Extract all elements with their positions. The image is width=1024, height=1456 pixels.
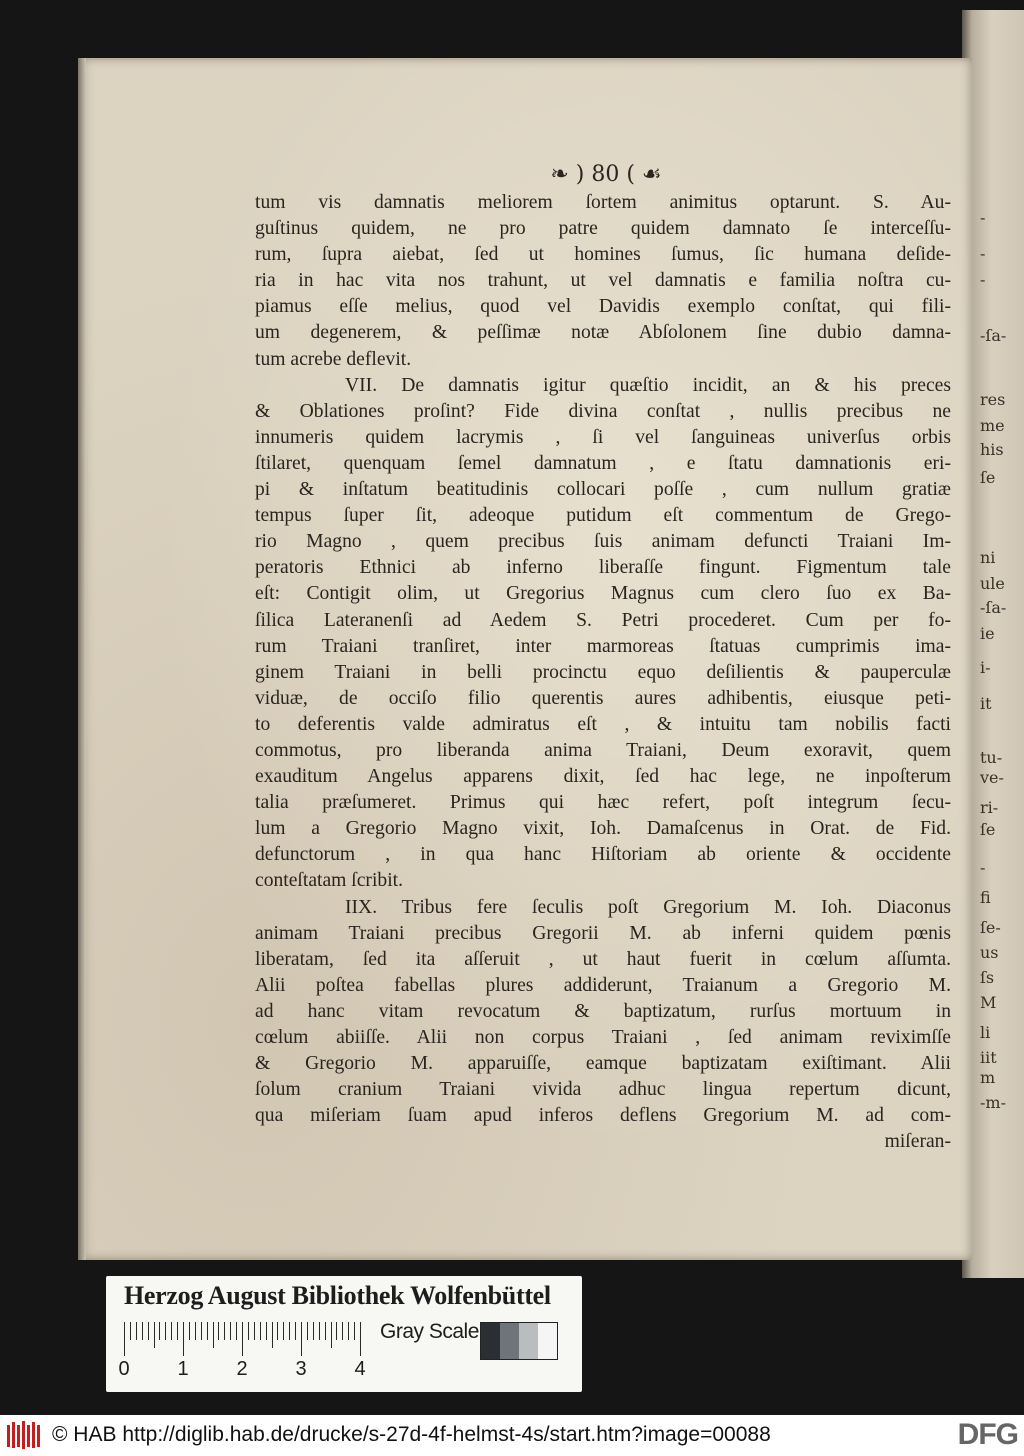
ruler-tick bbox=[148, 1322, 149, 1340]
ruler-tick bbox=[283, 1322, 284, 1340]
ruler-tick bbox=[336, 1322, 337, 1340]
ruler-tick bbox=[277, 1322, 278, 1340]
ruler-number: 0 bbox=[118, 1358, 130, 1380]
next-page-fragment: - bbox=[980, 244, 986, 263]
next-page-fragment: li bbox=[980, 1023, 991, 1042]
ruler-tick bbox=[331, 1322, 332, 1348]
next-page-fragment: ie bbox=[980, 624, 995, 643]
footer-url[interactable]: © HAB http://diglib.hab.de/drucke/s-27d-4f-helmst-4s/start.htm?image=00088 bbox=[52, 1423, 771, 1446]
ruler-tick bbox=[189, 1322, 190, 1340]
ruler-number: 1 bbox=[177, 1358, 189, 1380]
text-line: tum vis damnatis meliorem ſortem animitus optarunt. S. Au- bbox=[255, 192, 951, 213]
next-page-fragment: ſe bbox=[980, 468, 996, 487]
next-page-fragment: tu- bbox=[980, 748, 1003, 767]
ruler-tick bbox=[354, 1322, 355, 1340]
text-line: cœlum abiiſſe. Alii non corpus Traiani , ſed animam reviximſſe bbox=[255, 1027, 951, 1048]
ruler-tick bbox=[301, 1322, 302, 1356]
text-line: innumeris quidem lacrymis , ſi vel ſanguineas univerſus orbis bbox=[255, 426, 951, 448]
next-page-fragment: his bbox=[980, 440, 1004, 459]
next-page-fragment: ſe- bbox=[980, 918, 1001, 937]
next-page-fragment: i- bbox=[980, 658, 991, 677]
ruler-tick bbox=[136, 1322, 137, 1340]
ruler-tick bbox=[266, 1322, 267, 1340]
text-line: exauditum Angelus apparens dixit, ſed hac lege, ne inpoſterum bbox=[255, 766, 951, 788]
next-page-fragment: -m- bbox=[980, 1093, 1006, 1112]
text-line: guſtinus quidem, ne pro patre quidem damnato ſe interceſſu- bbox=[255, 218, 951, 240]
ruler-tick bbox=[130, 1322, 131, 1340]
text-line: conteſtatam ſcribit. bbox=[255, 870, 403, 892]
text-line: rio Magno , quem precibus ſuis animam defuncti Traiani Im- bbox=[255, 531, 951, 553]
ruler-tick bbox=[248, 1322, 249, 1340]
ruler-tick bbox=[224, 1322, 225, 1340]
text-line: viduæ, de occiſo filio querentis aures adhibentis, eiusque peti- bbox=[255, 687, 951, 709]
library-name: Herzog August Bibliothek Wolfenbüttel bbox=[124, 1281, 551, 1310]
ruler-tick bbox=[230, 1322, 231, 1340]
next-page-fragment: fi bbox=[980, 888, 991, 907]
gray-swatch bbox=[500, 1323, 519, 1359]
ruler-tick bbox=[272, 1322, 273, 1348]
text-line: ſtilaret, quenquam ſemel damnatum , e ſtatu damnationis eri- bbox=[255, 452, 951, 474]
ruler-tick bbox=[142, 1322, 143, 1340]
next-page-fragment: res bbox=[980, 390, 1006, 409]
next-page-fragment: it bbox=[980, 694, 992, 713]
text-line: qua miſeriam ſuam apud inferos deflens Gregorium M. ad com- bbox=[255, 1105, 951, 1127]
text-line: VII. De damnatis igitur quæſtio incidit, an & his preces bbox=[345, 374, 951, 396]
next-page-fragment: - bbox=[980, 858, 986, 877]
next-page-fragment: M bbox=[980, 993, 997, 1012]
page-binding-edge bbox=[78, 58, 86, 1260]
ruler-tick bbox=[307, 1322, 308, 1340]
next-page-fragment: ve- bbox=[980, 768, 1004, 787]
text-line: tum acrebe deflevit. bbox=[255, 348, 412, 370]
next-page-fragment: me bbox=[980, 416, 1005, 435]
ruler-tick bbox=[325, 1322, 326, 1340]
text-line: piamus eſſe melius, quod vel Davidis exemplo conſtat, qui fili- bbox=[255, 296, 951, 318]
ruler-tick bbox=[201, 1322, 202, 1340]
next-page-fragment: ſs bbox=[980, 968, 995, 987]
ruler-tick bbox=[342, 1322, 343, 1340]
ruler-number: 3 bbox=[295, 1358, 307, 1380]
text-line: ria in hac vita nos trahunt, ut vel damnatis e familia noſtra cu- bbox=[255, 270, 951, 292]
page-number-header: ❧ ) 80 ( ☙ bbox=[550, 162, 662, 187]
gray-scale-label: Gray Scale bbox=[380, 1320, 479, 1343]
text-line: & Oblationes proſint? Fide divina conſtat , nullis precibus ne bbox=[255, 400, 951, 422]
ruler-tick bbox=[213, 1322, 214, 1348]
next-page-fragment: - bbox=[980, 270, 986, 289]
library-color-card bbox=[106, 1276, 582, 1392]
text-line: liberatam, ſed ita aſſeruit , ut haut fuerit in cœlum aſſumta. bbox=[255, 948, 951, 970]
next-page-fragment: m bbox=[980, 1068, 996, 1087]
text-line: ad hanc vitam revocatum & baptizatum, rurſus mortuum in bbox=[255, 1000, 951, 1022]
ruler-tick bbox=[242, 1322, 243, 1356]
gray-scale-swatches bbox=[480, 1322, 558, 1360]
ruler-tick bbox=[124, 1322, 125, 1356]
text-line: rum Traiani tranſiret, inter marmoreas ſtatuas cumprimis ima- bbox=[255, 635, 951, 657]
next-page-fragment: us bbox=[980, 943, 999, 962]
ruler-number: 4 bbox=[354, 1358, 366, 1380]
next-page-fragment: -ſa- bbox=[980, 598, 1007, 617]
next-page-fragment: ni bbox=[980, 548, 996, 567]
text-line: um degenerem, & peſſimæ notæ Abſolonem ſine dubio damna- bbox=[255, 322, 951, 344]
ruler-tick bbox=[348, 1322, 349, 1340]
text-line: talia præſumeret. Primus qui hæc refert, poſt integrum ſecu- bbox=[255, 792, 951, 814]
ruler-tick bbox=[195, 1322, 196, 1340]
text-line: lum a Gregorio Magno vixit, Ioh. Damaſcenus in Orat. de Fid. bbox=[255, 818, 951, 840]
text-line: miſeran- bbox=[884, 1131, 951, 1153]
text-line: ginem Traiani in belli procinctu equo deſilientis & pauperculæ bbox=[255, 661, 951, 683]
text-line: defunctorum , in qua hanc Hiſtoriam ab oriente & occidente bbox=[255, 844, 951, 866]
next-page-fragment: -ſa- bbox=[980, 326, 1007, 345]
text-line: animam Traiani precibus Gregorii M. ab inferni quidem pœnis bbox=[255, 922, 951, 944]
ruler-tick bbox=[177, 1322, 178, 1340]
ruler-tick bbox=[295, 1322, 296, 1340]
gray-swatch bbox=[519, 1323, 538, 1359]
text-line: & Gregorio M. apparuiſſe, eamque baptizatam exiſtimant. Alii bbox=[255, 1053, 951, 1075]
text-line: tempus ſuper ſit, adeoque putidum eſt commentum de Grego- bbox=[255, 505, 951, 527]
gray-swatch bbox=[481, 1323, 500, 1359]
ruler-tick bbox=[183, 1322, 184, 1356]
ruler-tick bbox=[207, 1322, 208, 1340]
text-line: IIX. Tribus fere ſeculis poſt Gregorium M. Ioh. Diaconus bbox=[345, 896, 951, 918]
ruler-tick bbox=[154, 1322, 155, 1348]
ruler-tick bbox=[254, 1322, 255, 1340]
ruler-tick bbox=[159, 1322, 160, 1340]
dfg-logo: DFG bbox=[957, 1418, 1018, 1451]
centimeter-ruler bbox=[124, 1322, 374, 1362]
ruler-tick bbox=[171, 1322, 172, 1340]
ruler-tick bbox=[360, 1322, 361, 1356]
next-page-fragment: - bbox=[980, 208, 986, 227]
next-page-fragment: iit bbox=[980, 1048, 997, 1067]
body-text bbox=[255, 190, 951, 1155]
text-line: ſilica Lateranenſi ad Aedem S. Petri procederet. Cum per fo- bbox=[255, 609, 951, 631]
text-line: eſt: Contigit olim, ut Gregorius Magnus cum clero ſuo ex Ba- bbox=[255, 583, 951, 605]
hab-logo-icon bbox=[5, 1419, 45, 1451]
next-page-fragment: ſe bbox=[980, 820, 996, 839]
ruler-tick bbox=[236, 1322, 237, 1340]
ruler-tick bbox=[218, 1322, 219, 1340]
text-line: to deferentis valde admiratus eſt , & intuitu tam nobilis facti bbox=[255, 713, 951, 735]
text-line: pi & inſtatum beatitudinis collocari poſſe , cum nullum gratiæ bbox=[255, 479, 951, 501]
next-page-fragment: ule bbox=[980, 574, 1005, 593]
ruler-tick bbox=[260, 1322, 261, 1340]
next-page-fragment: ri- bbox=[980, 798, 999, 817]
ruler-tick bbox=[313, 1322, 314, 1340]
ruler-tick bbox=[289, 1322, 290, 1340]
ruler-tick bbox=[165, 1322, 166, 1340]
text-line: rum, ſupra aiebat, ſed ut homines ſumus, ſic humana deſide- bbox=[255, 244, 951, 266]
ruler-number: 2 bbox=[236, 1358, 248, 1380]
footer-bar bbox=[0, 1415, 1024, 1456]
text-line: Alii poſtea fabellas plures addiderunt, Traianum a Gregorio M. bbox=[255, 974, 951, 996]
ruler-tick bbox=[319, 1322, 320, 1340]
gray-swatch bbox=[538, 1323, 557, 1359]
text-line: peratoris Ethnici ab inferno liberaſſe fingunt. Figmentum tale bbox=[255, 557, 951, 579]
text-line: ſolum cranium Traiani vivida adhuc lingua repertum dicunt, bbox=[255, 1079, 951, 1101]
text-line: commotus, pro liberanda anima Traiani, Deum exoravit, quem bbox=[255, 739, 951, 761]
